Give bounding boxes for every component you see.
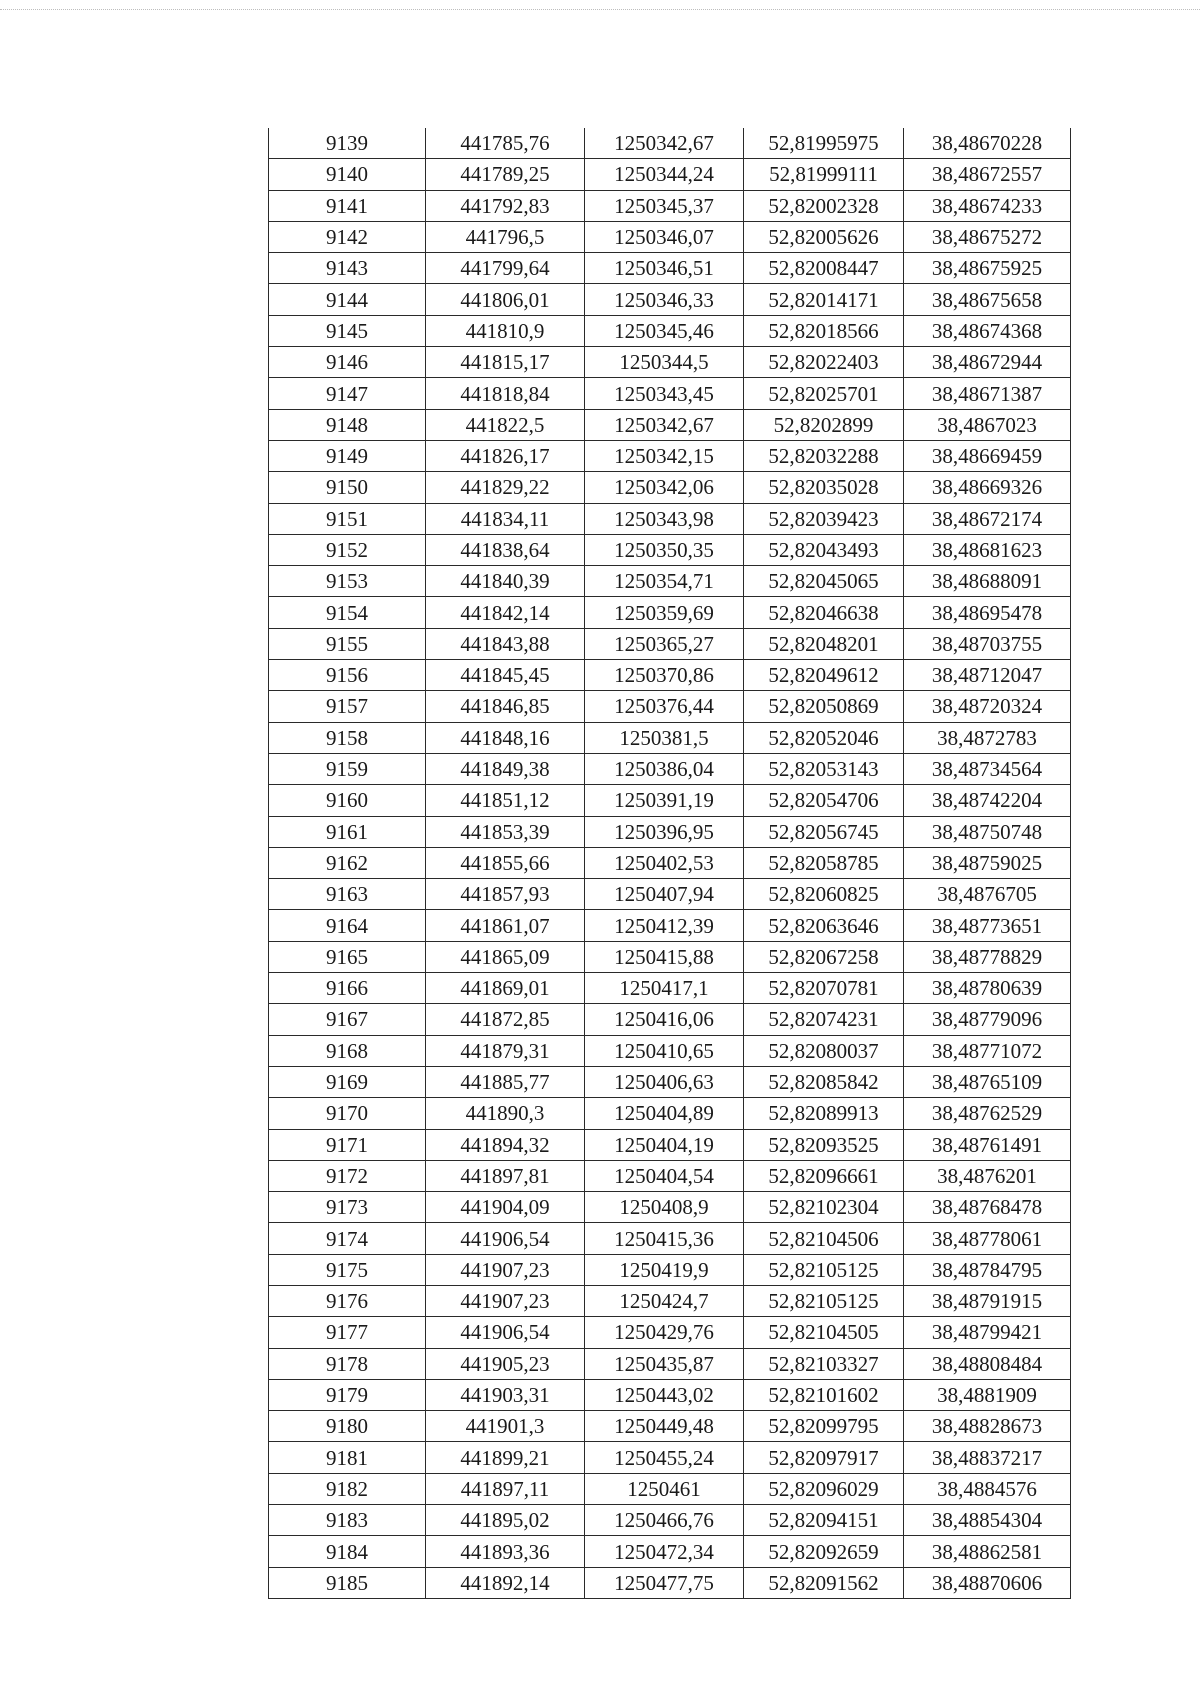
longitude-cell: 38,48674233 xyxy=(904,190,1071,221)
y-coordinate-cell: 1250472,34 xyxy=(585,1536,744,1567)
longitude-cell: 38,48854304 xyxy=(904,1505,1071,1536)
y-coordinate-cell: 1250346,33 xyxy=(585,284,744,315)
point-number-cell: 9140 xyxy=(269,159,426,190)
table-row xyxy=(269,1442,1071,1473)
longitude-cell: 38,4876705 xyxy=(904,879,1071,910)
x-coordinate-cell: 441906,54 xyxy=(426,1317,585,1348)
point-number-cell: 9184 xyxy=(269,1536,426,1567)
latitude-cell: 52,82039423 xyxy=(744,503,904,534)
latitude-cell: 52,8202899 xyxy=(744,409,904,440)
latitude-cell: 52,82008447 xyxy=(744,253,904,284)
table-row xyxy=(269,1379,1071,1410)
longitude-cell: 38,48695478 xyxy=(904,597,1071,628)
latitude-cell: 52,82046638 xyxy=(744,597,904,628)
point-number-cell: 9177 xyxy=(269,1317,426,1348)
longitude-cell: 38,48761491 xyxy=(904,1129,1071,1160)
table-row xyxy=(269,315,1071,346)
longitude-cell: 38,48672174 xyxy=(904,503,1071,534)
point-number-cell: 9172 xyxy=(269,1160,426,1191)
point-number-cell: 9158 xyxy=(269,722,426,753)
x-coordinate-cell: 441861,07 xyxy=(426,910,585,941)
table-row xyxy=(269,1098,1071,1129)
point-number-cell: 9171 xyxy=(269,1129,426,1160)
longitude-cell: 38,4881909 xyxy=(904,1379,1071,1410)
table-row xyxy=(269,722,1071,753)
longitude-cell: 38,48675925 xyxy=(904,253,1071,284)
point-number-cell: 9174 xyxy=(269,1223,426,1254)
latitude-cell: 52,82054706 xyxy=(744,785,904,816)
y-coordinate-cell: 1250376,44 xyxy=(585,691,744,722)
point-number-cell: 9150 xyxy=(269,472,426,503)
longitude-cell: 38,48771072 xyxy=(904,1035,1071,1066)
x-coordinate-cell: 441897,11 xyxy=(426,1473,585,1504)
latitude-cell: 52,82104506 xyxy=(744,1223,904,1254)
point-number-cell: 9162 xyxy=(269,847,426,878)
x-coordinate-cell: 441834,11 xyxy=(426,503,585,534)
latitude-cell: 52,82035028 xyxy=(744,472,904,503)
point-number-cell: 9146 xyxy=(269,347,426,378)
x-coordinate-cell: 441857,93 xyxy=(426,879,585,910)
table-row xyxy=(269,472,1071,503)
latitude-cell: 52,82005626 xyxy=(744,221,904,252)
x-coordinate-cell: 441843,88 xyxy=(426,628,585,659)
longitude-cell: 38,48669326 xyxy=(904,472,1071,503)
longitude-cell: 38,48799421 xyxy=(904,1317,1071,1348)
table-row xyxy=(269,1192,1071,1223)
latitude-cell: 52,82105125 xyxy=(744,1285,904,1316)
longitude-cell: 38,48778061 xyxy=(904,1223,1071,1254)
table-row xyxy=(269,628,1071,659)
coordinates-table-body xyxy=(269,128,1071,1598)
table-row xyxy=(269,597,1071,628)
point-number-cell: 9145 xyxy=(269,315,426,346)
x-coordinate-cell: 441826,17 xyxy=(426,440,585,471)
table-row xyxy=(269,1254,1071,1285)
latitude-cell: 52,82104505 xyxy=(744,1317,904,1348)
longitude-cell: 38,48720324 xyxy=(904,691,1071,722)
latitude-cell: 52,82099795 xyxy=(744,1411,904,1442)
y-coordinate-cell: 1250406,63 xyxy=(585,1066,744,1097)
y-coordinate-cell: 1250346,07 xyxy=(585,221,744,252)
longitude-cell: 38,48675658 xyxy=(904,284,1071,315)
coordinates-table xyxy=(268,128,1071,1599)
longitude-cell: 38,48670228 xyxy=(904,128,1071,159)
x-coordinate-cell: 441845,45 xyxy=(426,660,585,691)
latitude-cell: 52,82085842 xyxy=(744,1066,904,1097)
point-number-cell: 9157 xyxy=(269,691,426,722)
x-coordinate-cell: 441799,64 xyxy=(426,253,585,284)
y-coordinate-cell: 1250455,24 xyxy=(585,1442,744,1473)
latitude-cell: 52,82097917 xyxy=(744,1442,904,1473)
point-number-cell: 9152 xyxy=(269,534,426,565)
table-row xyxy=(269,1317,1071,1348)
point-number-cell: 9175 xyxy=(269,1254,426,1285)
longitude-cell: 38,48870606 xyxy=(904,1567,1071,1598)
point-number-cell: 9151 xyxy=(269,503,426,534)
table-row xyxy=(269,221,1071,252)
y-coordinate-cell: 1250407,94 xyxy=(585,879,744,910)
point-number-cell: 9144 xyxy=(269,284,426,315)
x-coordinate-cell: 441806,01 xyxy=(426,284,585,315)
x-coordinate-cell: 441872,85 xyxy=(426,1004,585,1035)
point-number-cell: 9181 xyxy=(269,1442,426,1473)
table-row xyxy=(269,1223,1071,1254)
point-number-cell: 9176 xyxy=(269,1285,426,1316)
x-coordinate-cell: 441810,9 xyxy=(426,315,585,346)
x-coordinate-cell: 441906,54 xyxy=(426,1223,585,1254)
latitude-cell: 52,82032288 xyxy=(744,440,904,471)
y-coordinate-cell: 1250424,7 xyxy=(585,1285,744,1316)
latitude-cell: 52,82092659 xyxy=(744,1536,904,1567)
x-coordinate-cell: 441789,25 xyxy=(426,159,585,190)
x-coordinate-cell: 441897,81 xyxy=(426,1160,585,1191)
table-row xyxy=(269,1567,1071,1598)
latitude-cell: 52,82014171 xyxy=(744,284,904,315)
latitude-cell: 52,82002328 xyxy=(744,190,904,221)
point-number-cell: 9183 xyxy=(269,1505,426,1536)
latitude-cell: 52,82050869 xyxy=(744,691,904,722)
latitude-cell: 52,82063646 xyxy=(744,910,904,941)
table-row xyxy=(269,1035,1071,1066)
y-coordinate-cell: 1250370,86 xyxy=(585,660,744,691)
x-coordinate-cell: 441895,02 xyxy=(426,1505,585,1536)
x-coordinate-cell: 441869,01 xyxy=(426,973,585,1004)
y-coordinate-cell: 1250449,48 xyxy=(585,1411,744,1442)
y-coordinate-cell: 1250386,04 xyxy=(585,753,744,784)
latitude-cell: 52,82074231 xyxy=(744,1004,904,1035)
longitude-cell: 38,48784795 xyxy=(904,1254,1071,1285)
y-coordinate-cell: 1250381,5 xyxy=(585,722,744,753)
point-number-cell: 9142 xyxy=(269,221,426,252)
y-coordinate-cell: 1250404,54 xyxy=(585,1160,744,1191)
y-coordinate-cell: 1250344,24 xyxy=(585,159,744,190)
x-coordinate-cell: 441899,21 xyxy=(426,1442,585,1473)
table-row xyxy=(269,190,1071,221)
table-row xyxy=(269,284,1071,315)
y-coordinate-cell: 1250342,15 xyxy=(585,440,744,471)
longitude-cell: 38,48862581 xyxy=(904,1536,1071,1567)
latitude-cell: 52,82105125 xyxy=(744,1254,904,1285)
longitude-cell: 38,48734564 xyxy=(904,753,1071,784)
table-row xyxy=(269,973,1071,1004)
table-row xyxy=(269,1066,1071,1097)
point-number-cell: 9148 xyxy=(269,409,426,440)
latitude-cell: 52,82053143 xyxy=(744,753,904,784)
table-row xyxy=(269,1004,1071,1035)
x-coordinate-cell: 441907,23 xyxy=(426,1285,585,1316)
longitude-cell: 38,48669459 xyxy=(904,440,1071,471)
table-row xyxy=(269,566,1071,597)
latitude-cell: 52,82096661 xyxy=(744,1160,904,1191)
latitude-cell: 52,82052046 xyxy=(744,722,904,753)
y-coordinate-cell: 1250461 xyxy=(585,1473,744,1504)
table-row xyxy=(269,1348,1071,1379)
x-coordinate-cell: 441851,12 xyxy=(426,785,585,816)
longitude-cell: 38,48712047 xyxy=(904,660,1071,691)
latitude-cell: 52,82049612 xyxy=(744,660,904,691)
latitude-cell: 52,82102304 xyxy=(744,1192,904,1223)
longitude-cell: 38,4872783 xyxy=(904,722,1071,753)
y-coordinate-cell: 1250416,06 xyxy=(585,1004,744,1035)
y-coordinate-cell: 1250343,45 xyxy=(585,378,744,409)
y-coordinate-cell: 1250343,98 xyxy=(585,503,744,534)
latitude-cell: 52,82058785 xyxy=(744,847,904,878)
x-coordinate-cell: 441879,31 xyxy=(426,1035,585,1066)
latitude-cell: 52,82045065 xyxy=(744,566,904,597)
x-coordinate-cell: 441904,09 xyxy=(426,1192,585,1223)
y-coordinate-cell: 1250342,67 xyxy=(585,409,744,440)
longitude-cell: 38,48773651 xyxy=(904,910,1071,941)
table-row xyxy=(269,1473,1071,1504)
table-row xyxy=(269,816,1071,847)
y-coordinate-cell: 1250417,1 xyxy=(585,973,744,1004)
y-coordinate-cell: 1250419,9 xyxy=(585,1254,744,1285)
scan-top-rule xyxy=(0,9,1200,10)
y-coordinate-cell: 1250466,76 xyxy=(585,1505,744,1536)
table-row xyxy=(269,1160,1071,1191)
table-row xyxy=(269,691,1071,722)
point-number-cell: 9155 xyxy=(269,628,426,659)
latitude-cell: 52,82056745 xyxy=(744,816,904,847)
x-coordinate-cell: 441792,83 xyxy=(426,190,585,221)
y-coordinate-cell: 1250404,89 xyxy=(585,1098,744,1129)
y-coordinate-cell: 1250415,36 xyxy=(585,1223,744,1254)
latitude-cell: 52,82060825 xyxy=(744,879,904,910)
y-coordinate-cell: 1250350,35 xyxy=(585,534,744,565)
latitude-cell: 52,82091562 xyxy=(744,1567,904,1598)
x-coordinate-cell: 441846,85 xyxy=(426,691,585,722)
table-row xyxy=(269,847,1071,878)
table-row xyxy=(269,1536,1071,1567)
x-coordinate-cell: 441901,3 xyxy=(426,1411,585,1442)
x-coordinate-cell: 441905,23 xyxy=(426,1348,585,1379)
x-coordinate-cell: 441838,64 xyxy=(426,534,585,565)
longitude-cell: 38,4867023 xyxy=(904,409,1071,440)
y-coordinate-cell: 1250345,37 xyxy=(585,190,744,221)
point-number-cell: 9161 xyxy=(269,816,426,847)
longitude-cell: 38,48681623 xyxy=(904,534,1071,565)
longitude-cell: 38,48703755 xyxy=(904,628,1071,659)
point-number-cell: 9143 xyxy=(269,253,426,284)
longitude-cell: 38,4884576 xyxy=(904,1473,1071,1504)
point-number-cell: 9168 xyxy=(269,1035,426,1066)
table-row xyxy=(269,440,1071,471)
table-row xyxy=(269,941,1071,972)
longitude-cell: 38,48672944 xyxy=(904,347,1071,378)
latitude-cell: 52,82093525 xyxy=(744,1129,904,1160)
table-row xyxy=(269,1411,1071,1442)
table-row xyxy=(269,128,1071,159)
x-coordinate-cell: 441829,22 xyxy=(426,472,585,503)
x-coordinate-cell: 441853,39 xyxy=(426,816,585,847)
y-coordinate-cell: 1250404,19 xyxy=(585,1129,744,1160)
point-number-cell: 9149 xyxy=(269,440,426,471)
longitude-cell: 38,48791915 xyxy=(904,1285,1071,1316)
longitude-cell: 38,48808484 xyxy=(904,1348,1071,1379)
x-coordinate-cell: 441785,76 xyxy=(426,128,585,159)
table-row xyxy=(269,1285,1071,1316)
point-number-cell: 9164 xyxy=(269,910,426,941)
x-coordinate-cell: 441885,77 xyxy=(426,1066,585,1097)
longitude-cell: 38,48765109 xyxy=(904,1066,1071,1097)
longitude-cell: 38,48828673 xyxy=(904,1411,1071,1442)
x-coordinate-cell: 441890,3 xyxy=(426,1098,585,1129)
y-coordinate-cell: 1250477,75 xyxy=(585,1567,744,1598)
table-row xyxy=(269,910,1071,941)
latitude-cell: 52,82101602 xyxy=(744,1379,904,1410)
longitude-cell: 38,48837217 xyxy=(904,1442,1071,1473)
point-number-cell: 9141 xyxy=(269,190,426,221)
longitude-cell: 38,48672557 xyxy=(904,159,1071,190)
point-number-cell: 9153 xyxy=(269,566,426,597)
table-row xyxy=(269,253,1071,284)
x-coordinate-cell: 441894,32 xyxy=(426,1129,585,1160)
y-coordinate-cell: 1250354,71 xyxy=(585,566,744,597)
table-row xyxy=(269,753,1071,784)
latitude-cell: 52,82103327 xyxy=(744,1348,904,1379)
y-coordinate-cell: 1250359,69 xyxy=(585,597,744,628)
point-number-cell: 9160 xyxy=(269,785,426,816)
x-coordinate-cell: 441849,38 xyxy=(426,753,585,784)
latitude-cell: 52,82018566 xyxy=(744,315,904,346)
point-number-cell: 9179 xyxy=(269,1379,426,1410)
longitude-cell: 38,48780639 xyxy=(904,973,1071,1004)
longitude-cell: 38,48675272 xyxy=(904,221,1071,252)
x-coordinate-cell: 441892,14 xyxy=(426,1567,585,1598)
y-coordinate-cell: 1250365,27 xyxy=(585,628,744,659)
x-coordinate-cell: 441840,39 xyxy=(426,566,585,597)
point-number-cell: 9166 xyxy=(269,973,426,1004)
point-number-cell: 9185 xyxy=(269,1567,426,1598)
longitude-cell: 38,48750748 xyxy=(904,816,1071,847)
point-number-cell: 9147 xyxy=(269,378,426,409)
latitude-cell: 52,82094151 xyxy=(744,1505,904,1536)
table-row xyxy=(269,534,1071,565)
x-coordinate-cell: 441815,17 xyxy=(426,347,585,378)
point-number-cell: 9178 xyxy=(269,1348,426,1379)
y-coordinate-cell: 1250342,06 xyxy=(585,472,744,503)
latitude-cell: 52,82096029 xyxy=(744,1473,904,1504)
table-row xyxy=(269,503,1071,534)
point-number-cell: 9159 xyxy=(269,753,426,784)
y-coordinate-cell: 1250429,76 xyxy=(585,1317,744,1348)
longitude-cell: 38,48762529 xyxy=(904,1098,1071,1129)
y-coordinate-cell: 1250410,65 xyxy=(585,1035,744,1066)
point-number-cell: 9170 xyxy=(269,1098,426,1129)
x-coordinate-cell: 441842,14 xyxy=(426,597,585,628)
latitude-cell: 52,82043493 xyxy=(744,534,904,565)
y-coordinate-cell: 1250443,02 xyxy=(585,1379,744,1410)
x-coordinate-cell: 441907,23 xyxy=(426,1254,585,1285)
y-coordinate-cell: 1250435,87 xyxy=(585,1348,744,1379)
point-number-cell: 9182 xyxy=(269,1473,426,1504)
latitude-cell: 52,82025701 xyxy=(744,378,904,409)
table-row xyxy=(269,879,1071,910)
x-coordinate-cell: 441818,84 xyxy=(426,378,585,409)
x-coordinate-cell: 441796,5 xyxy=(426,221,585,252)
latitude-cell: 52,82048201 xyxy=(744,628,904,659)
x-coordinate-cell: 441865,09 xyxy=(426,941,585,972)
y-coordinate-cell: 1250412,39 xyxy=(585,910,744,941)
y-coordinate-cell: 1250391,19 xyxy=(585,785,744,816)
point-number-cell: 9139 xyxy=(269,128,426,159)
latitude-cell: 52,82070781 xyxy=(744,973,904,1004)
x-coordinate-cell: 441893,36 xyxy=(426,1536,585,1567)
point-number-cell: 9154 xyxy=(269,597,426,628)
latitude-cell: 52,82067258 xyxy=(744,941,904,972)
latitude-cell: 52,81995975 xyxy=(744,128,904,159)
y-coordinate-cell: 1250344,5 xyxy=(585,347,744,378)
point-number-cell: 9167 xyxy=(269,1004,426,1035)
y-coordinate-cell: 1250342,67 xyxy=(585,128,744,159)
table-row xyxy=(269,347,1071,378)
latitude-cell: 52,81999111 xyxy=(744,159,904,190)
point-number-cell: 9173 xyxy=(269,1192,426,1223)
longitude-cell: 38,48671387 xyxy=(904,378,1071,409)
x-coordinate-cell: 441822,5 xyxy=(426,409,585,440)
longitude-cell: 38,48742204 xyxy=(904,785,1071,816)
longitude-cell: 38,48778829 xyxy=(904,941,1071,972)
table-row xyxy=(269,785,1071,816)
y-coordinate-cell: 1250408,9 xyxy=(585,1192,744,1223)
y-coordinate-cell: 1250346,51 xyxy=(585,253,744,284)
table-row xyxy=(269,159,1071,190)
table-row xyxy=(269,378,1071,409)
table-row xyxy=(269,660,1071,691)
point-number-cell: 9180 xyxy=(269,1411,426,1442)
longitude-cell: 38,48674368 xyxy=(904,315,1071,346)
point-number-cell: 9169 xyxy=(269,1066,426,1097)
latitude-cell: 52,82089913 xyxy=(744,1098,904,1129)
y-coordinate-cell: 1250415,88 xyxy=(585,941,744,972)
x-coordinate-cell: 441903,31 xyxy=(426,1379,585,1410)
longitude-cell: 38,48688091 xyxy=(904,566,1071,597)
longitude-cell: 38,48759025 xyxy=(904,847,1071,878)
latitude-cell: 52,82022403 xyxy=(744,347,904,378)
longitude-cell: 38,4876201 xyxy=(904,1160,1071,1191)
point-number-cell: 9156 xyxy=(269,660,426,691)
longitude-cell: 38,48779096 xyxy=(904,1004,1071,1035)
y-coordinate-cell: 1250345,46 xyxy=(585,315,744,346)
point-number-cell: 9165 xyxy=(269,941,426,972)
longitude-cell: 38,48768478 xyxy=(904,1192,1071,1223)
table-row xyxy=(269,1129,1071,1160)
table-row xyxy=(269,409,1071,440)
table-row xyxy=(269,1505,1071,1536)
y-coordinate-cell: 1250396,95 xyxy=(585,816,744,847)
x-coordinate-cell: 441848,16 xyxy=(426,722,585,753)
point-number-cell: 9163 xyxy=(269,879,426,910)
y-coordinate-cell: 1250402,53 xyxy=(585,847,744,878)
x-coordinate-cell: 441855,66 xyxy=(426,847,585,878)
latitude-cell: 52,82080037 xyxy=(744,1035,904,1066)
